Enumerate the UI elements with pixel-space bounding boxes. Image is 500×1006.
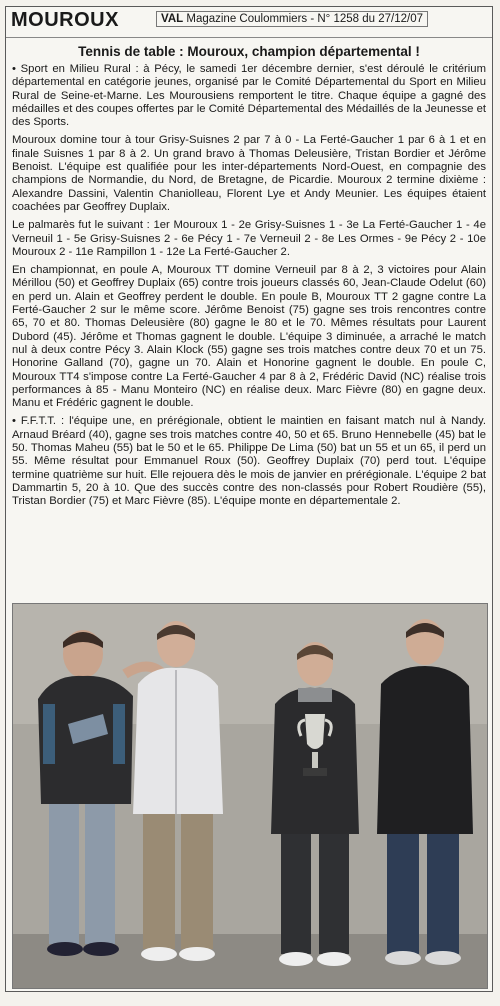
article-paragraph: • F.F.T.T. : l'équipe une, en prérégionale, obtient le maintien en faisant match nul à Nandy. Arnaud Bréard (40), gagne ses trois matches contre 40, 50 et 65. Bruno Hennebelle (45) bat le 50. Thomas Maheu (55) bat le 50 et le 65. Philippe De Lima (50) bat un 55 et un 65, il perd un 55. Même résultat pour Emmanuel Roux (50). Geoffrey Duplaix (70) perd tout. L'équipe termine quatrième sur huit. Elle rejouera dès le mois de janvier en prérégionale. L'équipe 2 bat Dammartin 5, 20 à 10. Que des succès contre des non-classés pour Robert Roudière (55), Tristan Bordier (75) et Marc Fièvre (85). L'équipe monte en départementale 2. [12, 415, 486, 508]
newspaper-clipping [5, 6, 493, 992]
publication-name: VAL [161, 13, 184, 25]
team-photo-icon [13, 604, 487, 988]
article-paragraph: Mouroux domine tour à tour Grisy-Suisnes 2 par 7 à 0 - La Ferté-Gaucher 1 par 6 à 1 et en finale Suisnes 1 par 8 à 2. Un grand bravo à Thomas Deleusière, Tristan Bordier et Jérôme Benoist. L'équipe est qualifiée pour les inter-départements Nord-Ouest, en compagnie des champions de Normandie, du Nord, de Bretagne, de Picardie. Mouroux 2 termine dixième : Alexandre Dassini, Valentin Chaniolleau, Florent Lye et Andy Meunier. Les équipes étaient coachées par Geoffrey Duplaix. [12, 134, 486, 213]
article-paragraph: Le palmarès fut le suivant : 1er Mouroux 1 - 2e Grisy-Suisnes 1 - 3e La Ferté-Gaucher 1 - 4e Verneuil 1 - 5e Grisy-Suisnes 2 - 6e Pécy 1 - 7e Verneuil 2 - 8e Les Ormes - 9e Pécy 2 - 10e Mouroux 2 - 11e Rampillon 1 - 12e La Ferté-Gaucher 2. [12, 219, 486, 258]
article-body [6, 63, 492, 509]
publication-info [156, 11, 428, 27]
team-photo [12, 603, 488, 989]
masthead [6, 7, 492, 38]
article-paragraph: En championnat, en poule A, Mouroux TT domine Verneuil par 8 à 2, 3 victoires pour Alain Mérillou (50) et Geoffrey Duplaix (65) contre trois joueurs classés 60, Jean-Claude Odelut (60) en perd un. Alain et Geoffrey perdent le double. En poule B, Mouroux TT 2 gagne contre La Ferté-Gaucher 2 sur le même score. Jérôme Benoist (75) gagne ses trois rencontres contre 65, 70 et 80. Thomas Deleusière (80) gagne le 80 et le 70. Mêmes résultats pour Laurent Dubord (45). Jérôme et Thomas gagnent le double. L'équipe 3 diminuée, a arraché le match nul à deux contre Pécy 3. Alain Klock (55) gagne ses trois matches contre deux 70 et un 75. Honorine Galland (70), gagne un 70. Alain et Honorine gagnent le double. En poule C, Mouroux TT4 s'impose contre La Ferté-Gaucher 4 par 8 à 2, Frédéric David (NC) réalise trois performances à 85 - Manu Monteiro (NC) en réalise deux. Marc Fièvre (80) en gagne deux. Manu et Frédéric gagnent le double. [12, 264, 486, 410]
article-paragraph: • Sport en Milieu Rural : à Pécy, le samedi 1er décembre dernier, s'est déroulé le critérium départemental en catégorie jeunes, organisé par le Comité Départemental du Sport en Milieu Rural de Seine-et-Marne. Les Mourousiens remportent le titre. Chaque équipe a gagné des médailles et des coupes offertes par le Comité Départemental des Médaillés de la Jeunesse et des Sports. [12, 63, 486, 129]
publication-issue: Magazine Coulommiers - N° 1258 du 27/12/07 [186, 13, 424, 25]
article-headline: Tennis de table : Mouroux, champion départemental ! [78, 44, 420, 59]
section-name: MOUROUX [11, 9, 119, 31]
